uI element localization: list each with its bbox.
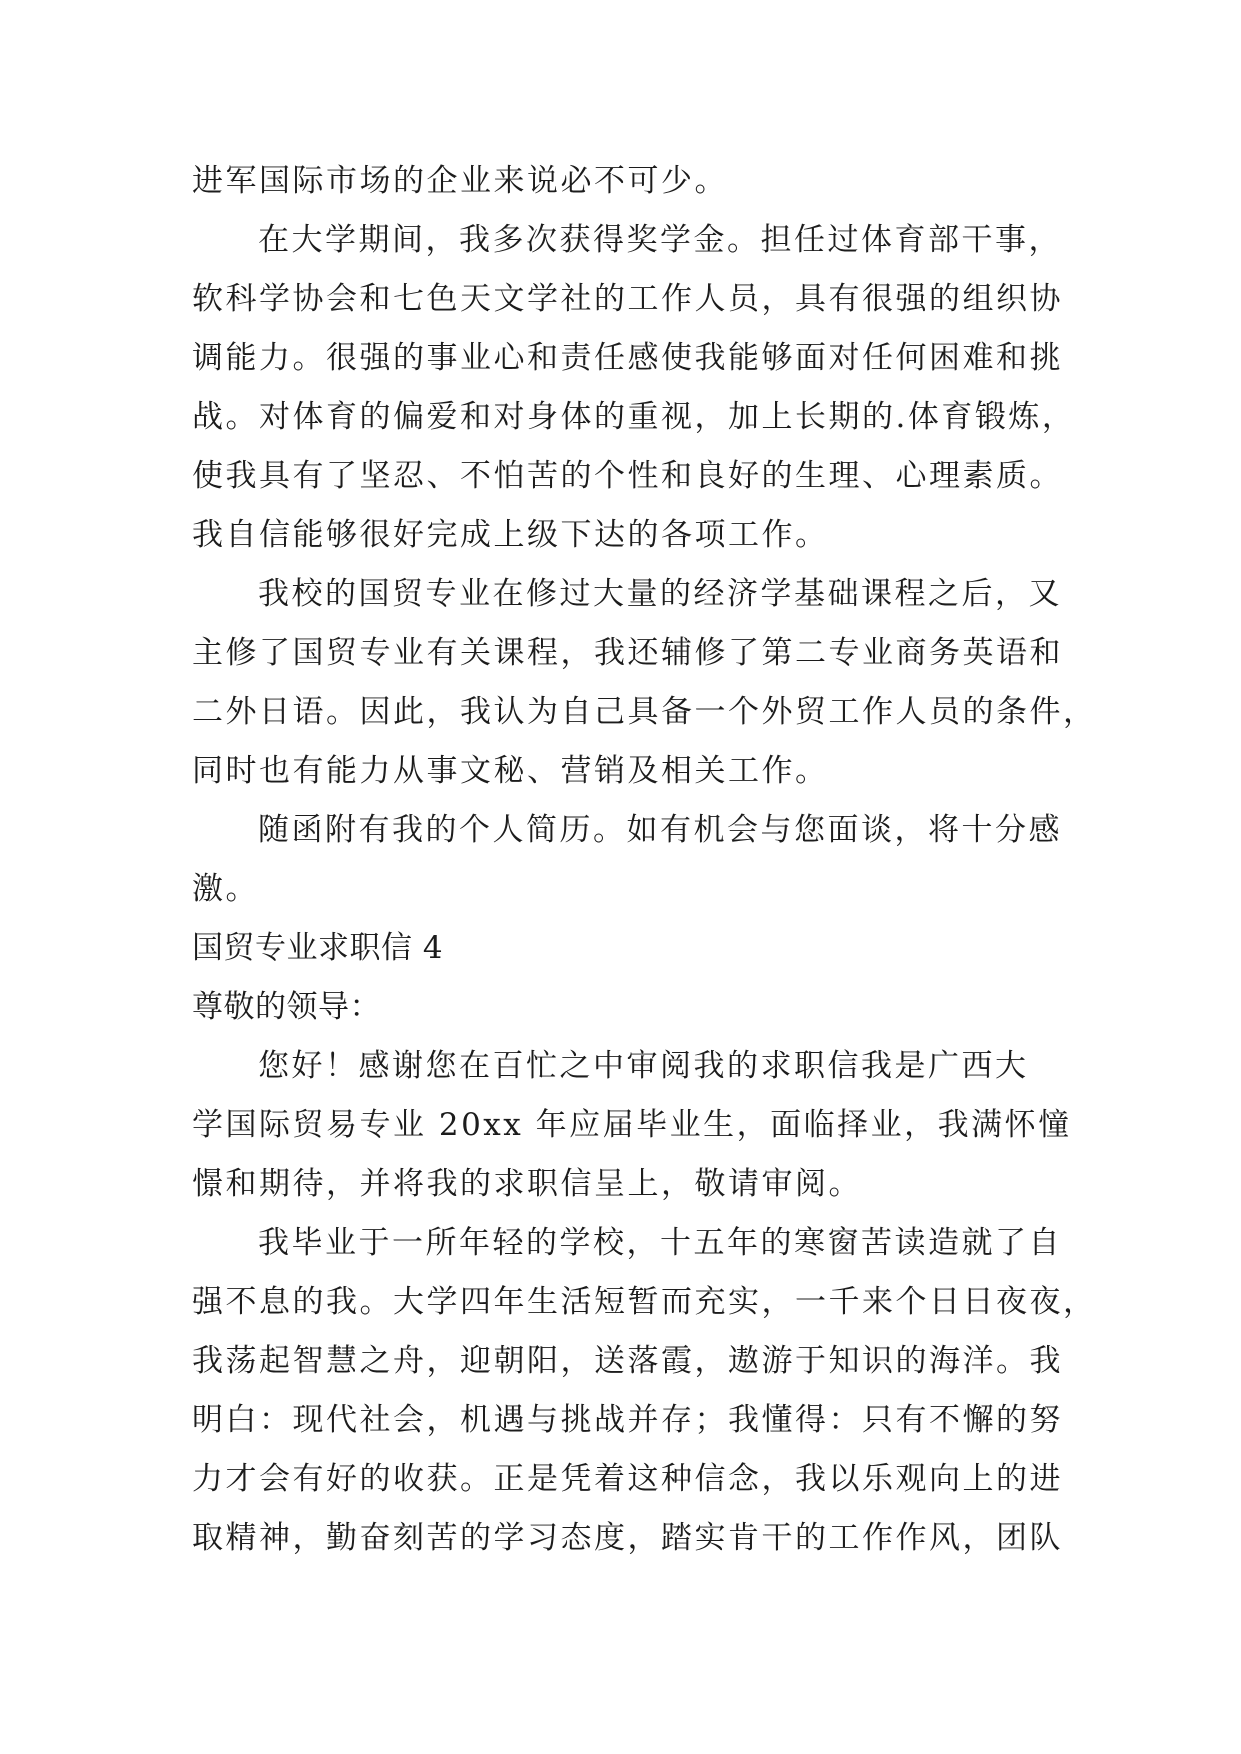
paragraph-first-line: 随函附有我的个人简历。如有机会与您面谈，将十分感 bbox=[258, 812, 1062, 848]
text-line: 软科学协会和七色天文学社的工作人员，具有很强的组织协 bbox=[192, 281, 1063, 317]
text-line: 同时也有能力从事文秘、营销及相关工作。 bbox=[192, 753, 829, 789]
text-line: 二外日语。因此，我认为自己具备一个外贸工作人员的条件， bbox=[192, 694, 1097, 730]
text-line: 强不息的我。大学四年生活短暂而充实，一千来个日日夜夜， bbox=[192, 1284, 1097, 1320]
text-line: 主修了国贸专业有关课程，我还辅修了第二专业商务英语和 bbox=[192, 635, 1063, 671]
section-heading: 国贸专业求职信 4 bbox=[192, 930, 444, 966]
salutation: 尊敬的领导： bbox=[192, 989, 381, 1025]
text-line: 我荡起智慧之舟，迎朝阳，送落霞，遨游于知识的海洋。我 bbox=[192, 1343, 1063, 1379]
paragraph-first-line: 我校的国贸专业在修过大量的经济学基础课程之后，又 bbox=[258, 576, 1062, 612]
text-line: 明白：现代社会，机遇与挑战并存；我懂得：只有不懈的努 bbox=[192, 1402, 1063, 1438]
text-line: 取精神，勤奋刻苦的学习态度，踏实肯干的工作作风，团队 bbox=[192, 1520, 1063, 1556]
text-line: 使我具有了坚忍、不怕苦的个性和良好的生理、心理素质。 bbox=[192, 458, 1063, 494]
text-line: 调能力。很强的事业心和责任感使我能够面对任何困难和挑 bbox=[192, 340, 1063, 376]
paragraph-first-line: 在大学期间，我多次获得奖学金。担任过体育部干事， bbox=[258, 222, 1062, 258]
text-line: 战。对体育的偏爱和对身体的重视，加上长期的.体育锻炼， bbox=[192, 399, 1076, 435]
paragraph-first-line: 您好！感谢您在百忙之中审阅我的求职信我是广西大 bbox=[258, 1048, 1029, 1084]
text-line: 我自信能够很好完成上级下达的各项工作。 bbox=[192, 517, 829, 553]
text-line: 力才会有好的收获。正是凭着这种信念，我以乐观向上的进 bbox=[192, 1461, 1063, 1497]
text-line: 学国际贸易专业 20xx 年应届毕业生，面临择业，我满怀憧 bbox=[192, 1107, 1072, 1143]
text-line: 激。 bbox=[192, 871, 259, 907]
text-line: 憬和期待，并将我的求职信呈上，敬请审阅。 bbox=[192, 1166, 862, 1202]
paragraph-first-line: 我毕业于一所年轻的学校，十五年的寒窗苦读造就了自 bbox=[258, 1225, 1062, 1261]
text-line: 进军国际市场的企业来说必不可少。 bbox=[192, 163, 728, 199]
